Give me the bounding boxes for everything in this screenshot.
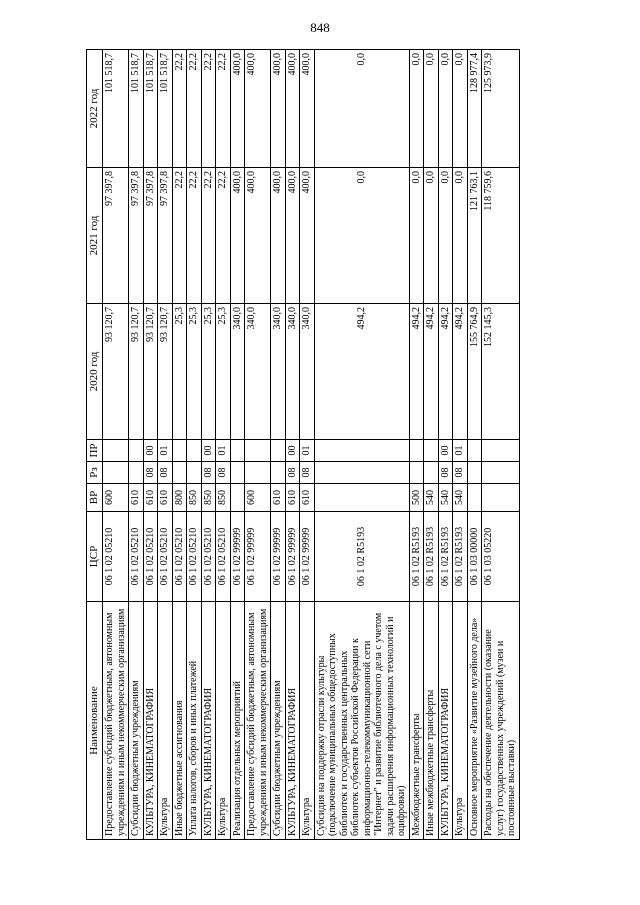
- table-row: [409, 50, 424, 840]
- cell-pr: [103, 440, 129, 462]
- table-row: [216, 50, 231, 840]
- col-header-2022: 2022 год: [87, 50, 103, 168]
- cell-pr: [245, 440, 271, 462]
- cell-y2022: 101 518,7: [158, 50, 173, 168]
- table-row: [172, 50, 187, 840]
- cell-name: КУЛЬТУРА, КИНЕМАТОГРАФИЯ: [285, 602, 300, 840]
- cell-y2022: 0,0: [409, 50, 424, 168]
- cell-rz: 08: [143, 462, 158, 484]
- cell-y2022: 0,0: [453, 50, 468, 168]
- cell-rz: [172, 462, 187, 484]
- cell-y2021: 400,0: [300, 168, 315, 304]
- cell-pr: 01: [216, 440, 231, 462]
- cell-y2022: 400,0: [230, 50, 245, 168]
- cell-csr: 06 1 02 05210: [129, 512, 144, 602]
- cell-rz: [103, 462, 129, 484]
- cell-vr: 850: [187, 484, 202, 512]
- cell-pr: [129, 440, 144, 462]
- cell-y2020: 152 145,3: [482, 304, 520, 440]
- cell-y2021: 400,0: [230, 168, 245, 304]
- table-row: [271, 50, 286, 840]
- cell-y2022: 400,0: [285, 50, 300, 168]
- table-row: [143, 50, 158, 840]
- cell-rz: [230, 462, 245, 484]
- cell-y2021: 97 397,8: [158, 168, 173, 304]
- cell-y2021: 400,0: [285, 168, 300, 304]
- cell-csr: 06 1 02 05210: [201, 512, 216, 602]
- cell-y2021: 0,0: [424, 168, 439, 304]
- cell-y2020: 494,2: [438, 304, 453, 440]
- cell-pr: [482, 440, 520, 462]
- cell-rz: [187, 462, 202, 484]
- table-row: [300, 50, 315, 840]
- cell-y2020: 25,3: [187, 304, 202, 440]
- cell-name: Иные межбюджетные трансферты: [424, 602, 439, 840]
- table-body: [103, 50, 520, 840]
- cell-rz: 08: [285, 462, 300, 484]
- cell-y2020: 25,3: [172, 304, 187, 440]
- cell-pr: [424, 440, 439, 462]
- cell-y2020: 93 120,7: [158, 304, 173, 440]
- cell-csr: 06 1 02 R5193: [409, 512, 424, 602]
- table-row: [201, 50, 216, 840]
- cell-csr: 06 1 02 R5193: [453, 512, 468, 602]
- cell-y2020: 340,0: [300, 304, 315, 440]
- cell-csr: 06 1 02 99999: [300, 512, 315, 602]
- cell-y2022: 101 518,7: [103, 50, 129, 168]
- cell-csr: 06 1 02 05210: [216, 512, 231, 602]
- cell-y2022: 0,0: [438, 50, 453, 168]
- cell-y2021: 118 759,6: [482, 168, 520, 304]
- cell-name: КУЛЬТУРА, КИНЕМАТОГРАФИЯ: [143, 602, 158, 840]
- cell-y2021: 400,0: [245, 168, 271, 304]
- cell-csr: 06 1 02 99999: [285, 512, 300, 602]
- cell-name: Иные бюджетные ассигнования: [172, 602, 187, 840]
- cell-y2020: 25,3: [201, 304, 216, 440]
- cell-vr: 540: [438, 484, 453, 512]
- cell-y2022: 22,2: [201, 50, 216, 168]
- cell-y2021: 97 397,8: [143, 168, 158, 304]
- table-row: [103, 50, 129, 840]
- cell-name: Основное мероприятие «Развитие музейного дела»: [467, 602, 482, 840]
- cell-csr: 06 1 02 99999: [245, 512, 271, 602]
- cell-vr: [467, 484, 482, 512]
- cell-y2022: 400,0: [245, 50, 271, 168]
- cell-name: Расходы на обеспечение деятельности (оказание услуг) государственных учреждений (музеи и постоянные выставки): [482, 602, 520, 840]
- cell-name: Субсидии бюджетным учреждениям: [129, 602, 144, 840]
- cell-rz: [129, 462, 144, 484]
- cell-name: Уплата налогов, сборов и иных платежей: [187, 602, 202, 840]
- cell-csr: 06 1 02 05210: [143, 512, 158, 602]
- cell-name: Предоставление субсидий бюджетным, автономным учреждениям и иным некоммерческим организациям: [103, 602, 129, 840]
- cell-vr: [230, 484, 245, 512]
- cell-y2021: 22,2: [216, 168, 231, 304]
- cell-rz: 08: [453, 462, 468, 484]
- cell-rz: 08: [158, 462, 173, 484]
- table-row: [158, 50, 173, 840]
- cell-vr: [314, 484, 409, 512]
- cell-y2022: 101 518,7: [143, 50, 158, 168]
- cell-name: КУЛЬТУРА, КИНЕМАТОГРАФИЯ: [201, 602, 216, 840]
- cell-rz: [271, 462, 286, 484]
- cell-name: Культура: [216, 602, 231, 840]
- cell-vr: 800: [172, 484, 187, 512]
- cell-y2022: 128 977,4: [467, 50, 482, 168]
- cell-csr: 06 1 02 05210: [103, 512, 129, 602]
- cell-pr: 00: [143, 440, 158, 462]
- cell-y2020: 340,0: [271, 304, 286, 440]
- cell-y2022: 400,0: [271, 50, 286, 168]
- cell-y2021: 400,0: [271, 168, 286, 304]
- cell-pr: [172, 440, 187, 462]
- col-header-pr: ПР: [87, 440, 103, 462]
- cell-vr: 610: [143, 484, 158, 512]
- cell-y2021: 97 397,8: [103, 168, 129, 304]
- cell-name: КУЛЬТУРА, КИНЕМАТОГРАФИЯ: [438, 602, 453, 840]
- cell-vr: 610: [285, 484, 300, 512]
- cell-pr: 00: [438, 440, 453, 462]
- table-row: [285, 50, 300, 840]
- cell-y2022: 22,2: [172, 50, 187, 168]
- cell-y2020: 25,3: [216, 304, 231, 440]
- cell-y2020: 93 120,7: [143, 304, 158, 440]
- cell-name: Межбюджетные трансферты: [409, 602, 424, 840]
- cell-rz: [482, 462, 520, 484]
- cell-vr: [482, 484, 520, 512]
- table-row: [453, 50, 468, 840]
- cell-name: Субсидия на поддержку отрасли культуры (подключение муниципальных общедоступных библиотек и государственных центральных библиотек субъектов Российской Федерации к информационно-телекоммуникационной сети "Интернет" и развитие библиотечного дела с учетом задачи расширения информационных технологий и оцифровки): [314, 602, 409, 840]
- cell-name: Культура: [300, 602, 315, 840]
- cell-name: Предоставление субсидий бюджетным, автономным учреждениям и иным некоммерческим организациям: [245, 602, 271, 840]
- table-row: [482, 50, 520, 840]
- cell-rz: 08: [300, 462, 315, 484]
- cell-vr: 610: [300, 484, 315, 512]
- cell-y2021: 22,2: [172, 168, 187, 304]
- table-row: [438, 50, 453, 840]
- table-header-row: [87, 50, 103, 840]
- budget-table: [86, 49, 520, 840]
- cell-y2021: 22,2: [201, 168, 216, 304]
- cell-rz: 08: [438, 462, 453, 484]
- cell-y2022: 400,0: [300, 50, 315, 168]
- cell-name: Культура: [453, 602, 468, 840]
- cell-y2020: 340,0: [245, 304, 271, 440]
- cell-y2021: 22,2: [187, 168, 202, 304]
- cell-rz: 08: [216, 462, 231, 484]
- cell-name: Субсидии бюджетным учреждениям: [271, 602, 286, 840]
- cell-pr: 00: [201, 440, 216, 462]
- table-row: [467, 50, 482, 840]
- col-header-name: Наименование: [87, 602, 103, 840]
- cell-y2020: 494,2: [409, 304, 424, 440]
- col-header-vr: ВР: [87, 484, 103, 512]
- rotated-table-container: [86, 50, 566, 840]
- cell-y2021: 121 763,1: [467, 168, 482, 304]
- cell-rz: [467, 462, 482, 484]
- cell-y2020: 93 120,7: [129, 304, 144, 440]
- cell-pr: 01: [158, 440, 173, 462]
- col-header-csr: ЦСР: [87, 512, 103, 602]
- cell-pr: [230, 440, 245, 462]
- cell-y2020: 494,2: [314, 304, 409, 440]
- cell-pr: [467, 440, 482, 462]
- col-header-rz: Рз: [87, 462, 103, 484]
- cell-name: Реализация отдельных мероприятий: [230, 602, 245, 840]
- cell-pr: [187, 440, 202, 462]
- cell-pr: [409, 440, 424, 462]
- cell-y2020: 155 764,9: [467, 304, 482, 440]
- cell-y2020: 494,2: [424, 304, 439, 440]
- cell-y2022: 0,0: [314, 50, 409, 168]
- cell-csr: 06 1 02 99999: [271, 512, 286, 602]
- cell-csr: 06 1 02 99999: [230, 512, 245, 602]
- cell-y2022: 101 518,7: [129, 50, 144, 168]
- cell-pr: 01: [300, 440, 315, 462]
- cell-y2021: 0,0: [453, 168, 468, 304]
- col-header-2020: 2020 год: [87, 304, 103, 440]
- col-header-2021: 2021 год: [87, 168, 103, 304]
- table-row: [129, 50, 144, 840]
- cell-y2020: 494,2: [453, 304, 468, 440]
- cell-rz: [409, 462, 424, 484]
- cell-csr: 06 1 02 05210: [187, 512, 202, 602]
- cell-y2022: 0,0: [424, 50, 439, 168]
- cell-vr: 540: [453, 484, 468, 512]
- cell-name: Культура: [158, 602, 173, 840]
- cell-y2021: 0,0: [438, 168, 453, 304]
- table-row: [424, 50, 439, 840]
- cell-y2021: 0,0: [314, 168, 409, 304]
- cell-y2021: 97 397,8: [129, 168, 144, 304]
- cell-y2020: 340,0: [285, 304, 300, 440]
- page-number: 848: [310, 20, 330, 35]
- cell-vr: 600: [103, 484, 129, 512]
- cell-pr: 01: [453, 440, 468, 462]
- cell-rz: [245, 462, 271, 484]
- cell-y2021: 0,0: [409, 168, 424, 304]
- cell-csr: 06 1 02 05210: [158, 512, 173, 602]
- cell-pr: [314, 440, 409, 462]
- cell-pr: 00: [285, 440, 300, 462]
- cell-pr: [271, 440, 286, 462]
- cell-csr: 06 1 03 00000: [467, 512, 482, 602]
- cell-rz: [424, 462, 439, 484]
- cell-vr: 610: [271, 484, 286, 512]
- cell-csr: 06 1 03 05220: [482, 512, 520, 602]
- table-row: [314, 50, 409, 840]
- cell-csr: 06 1 02 R5193: [424, 512, 439, 602]
- cell-rz: 08: [201, 462, 216, 484]
- cell-vr: 540: [424, 484, 439, 512]
- cell-y2020: 93 120,7: [103, 304, 129, 440]
- cell-csr: 06 1 02 05210: [172, 512, 187, 602]
- cell-vr: 850: [201, 484, 216, 512]
- table-row: [230, 50, 245, 840]
- cell-y2022: 125 973,9: [482, 50, 520, 168]
- cell-y2022: 22,2: [216, 50, 231, 168]
- table-row: [187, 50, 202, 840]
- cell-vr: 600: [245, 484, 271, 512]
- cell-vr: 500: [409, 484, 424, 512]
- cell-csr: 06 1 02 R5193: [314, 512, 409, 602]
- table-row: [245, 50, 271, 840]
- cell-y2022: 22,2: [187, 50, 202, 168]
- cell-vr: 610: [129, 484, 144, 512]
- cell-vr: 850: [216, 484, 231, 512]
- cell-rz: [314, 462, 409, 484]
- cell-vr: 610: [158, 484, 173, 512]
- cell-y2020: 340,0: [230, 304, 245, 440]
- cell-csr: 06 1 02 R5193: [438, 512, 453, 602]
